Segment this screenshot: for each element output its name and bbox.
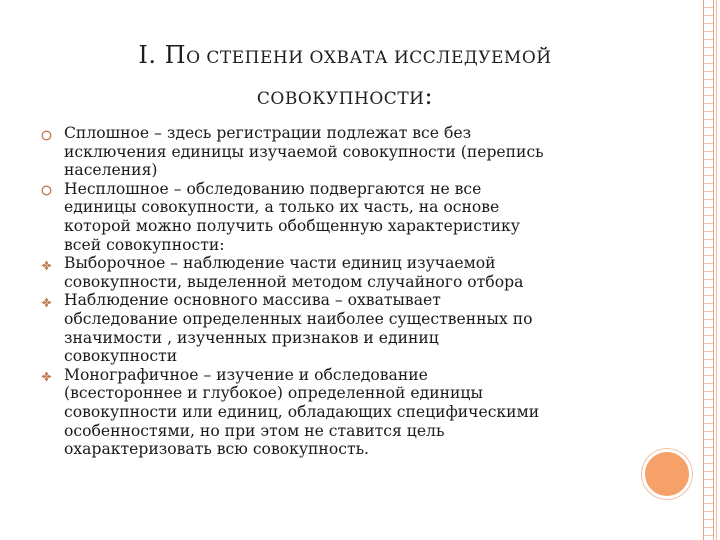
list-item <box>40 366 630 459</box>
diamond-cluster-icon <box>40 371 52 383</box>
list-item-text: Сплошное – здесь регистрации подлежат все без исключения единицы изучаемой совокупности (перепись населения) <box>64 124 544 180</box>
circle-outline-icon <box>40 185 52 197</box>
title-rest: О СТЕПЕНИ ОХВАТА ИССЛЕДУЕМОЙ <box>186 48 552 68</box>
diamond-cluster-icon <box>40 259 52 271</box>
title-lead: I. П <box>138 41 187 69</box>
diamond-cluster-icon <box>40 296 52 308</box>
list-item <box>40 254 630 291</box>
list-item-text: Наблюдение основного массива – охватывает обследование определенных наиболее существенных по значимости , изученных признаков и единиц совокупности <box>64 291 533 366</box>
circle-outline-icon <box>40 129 52 141</box>
title-line2-text: СОВОКУПНОСТИ <box>256 89 425 109</box>
list-item <box>40 180 630 254</box>
title-line-2 <box>110 77 580 118</box>
list-item-text: Монографичное – изучение и обследование (всестороннее и глубокое) определенной единицы совокупности или единиц, обладающих специфическими особенностями, но при этом не ставится цель охарактеризовать всю совокупность. <box>64 365 540 459</box>
bullet-list <box>40 124 630 459</box>
title-line-1 <box>110 36 580 77</box>
slide-title <box>110 36 580 118</box>
decorative-striped-border <box>703 0 714 540</box>
list-item <box>40 124 630 180</box>
list-item <box>40 291 630 365</box>
decorative-orange-circle <box>642 449 692 499</box>
decorative-border-line <box>716 0 717 540</box>
list-item-text: Несплошное – обследованию подвергаются не все единицы совокупности, а только их часть, на основе которой можно получить обобщенную характеристику всей совокупности: <box>64 179 520 254</box>
title-colon: : <box>424 82 434 110</box>
list-item-text: Выборочное – наблюдение части единиц изучаемой совокупности, выделенной методом случайного отбора <box>64 254 524 291</box>
